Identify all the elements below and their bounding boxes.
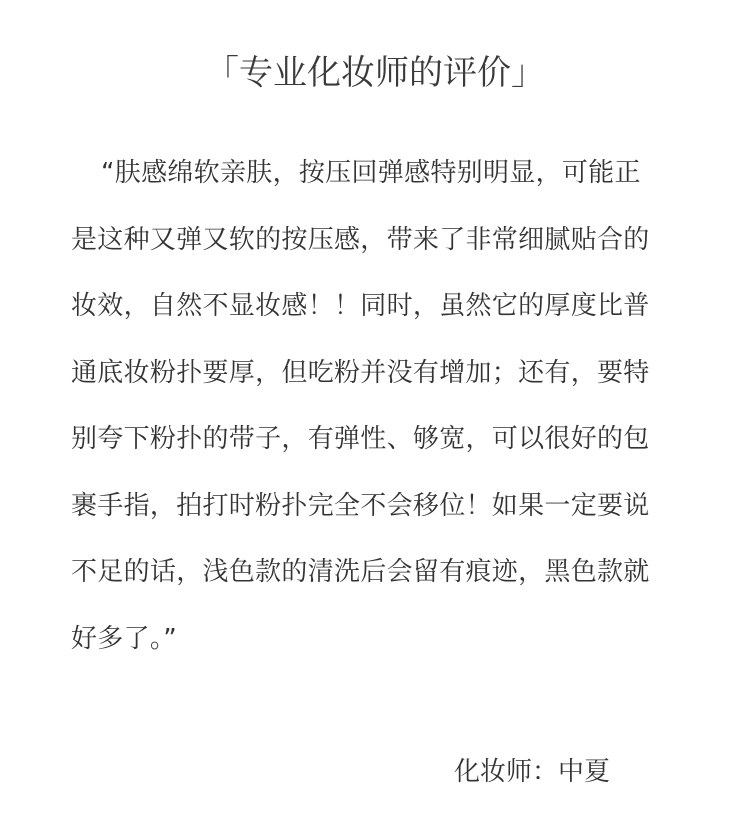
review-line: 不足的话，浅色款的清洗后会留有痕迹，黑色款就 xyxy=(71,557,650,587)
review-quote xyxy=(71,140,675,672)
section-title: 「专业化妆师的评价」 xyxy=(205,53,545,93)
review-line: 通底妆粉扑要厚，但吃粉并没有增加；还有，要特 xyxy=(71,357,650,388)
review-line: 裹手指，拍打时粉扑完全不会移位！如果一定要说 xyxy=(71,490,650,521)
review-line: “肤感绵软亲肤，按压回弹感特别明显，可能正 xyxy=(101,158,641,188)
review-line: 妆效，自然不显妆感！！同时，虽然它的厚度比普 xyxy=(71,291,650,321)
review-line: 是这种又弹又软的按压感，带来了非常细腻贴合的 xyxy=(71,224,650,255)
review-line: 好多了。” xyxy=(71,623,177,654)
review-line: 别夸下粉扑的带子，有弹性、够宽，可以很好的包 xyxy=(71,424,650,454)
reviewer-signature: 化妆师：中夏 xyxy=(454,757,611,787)
